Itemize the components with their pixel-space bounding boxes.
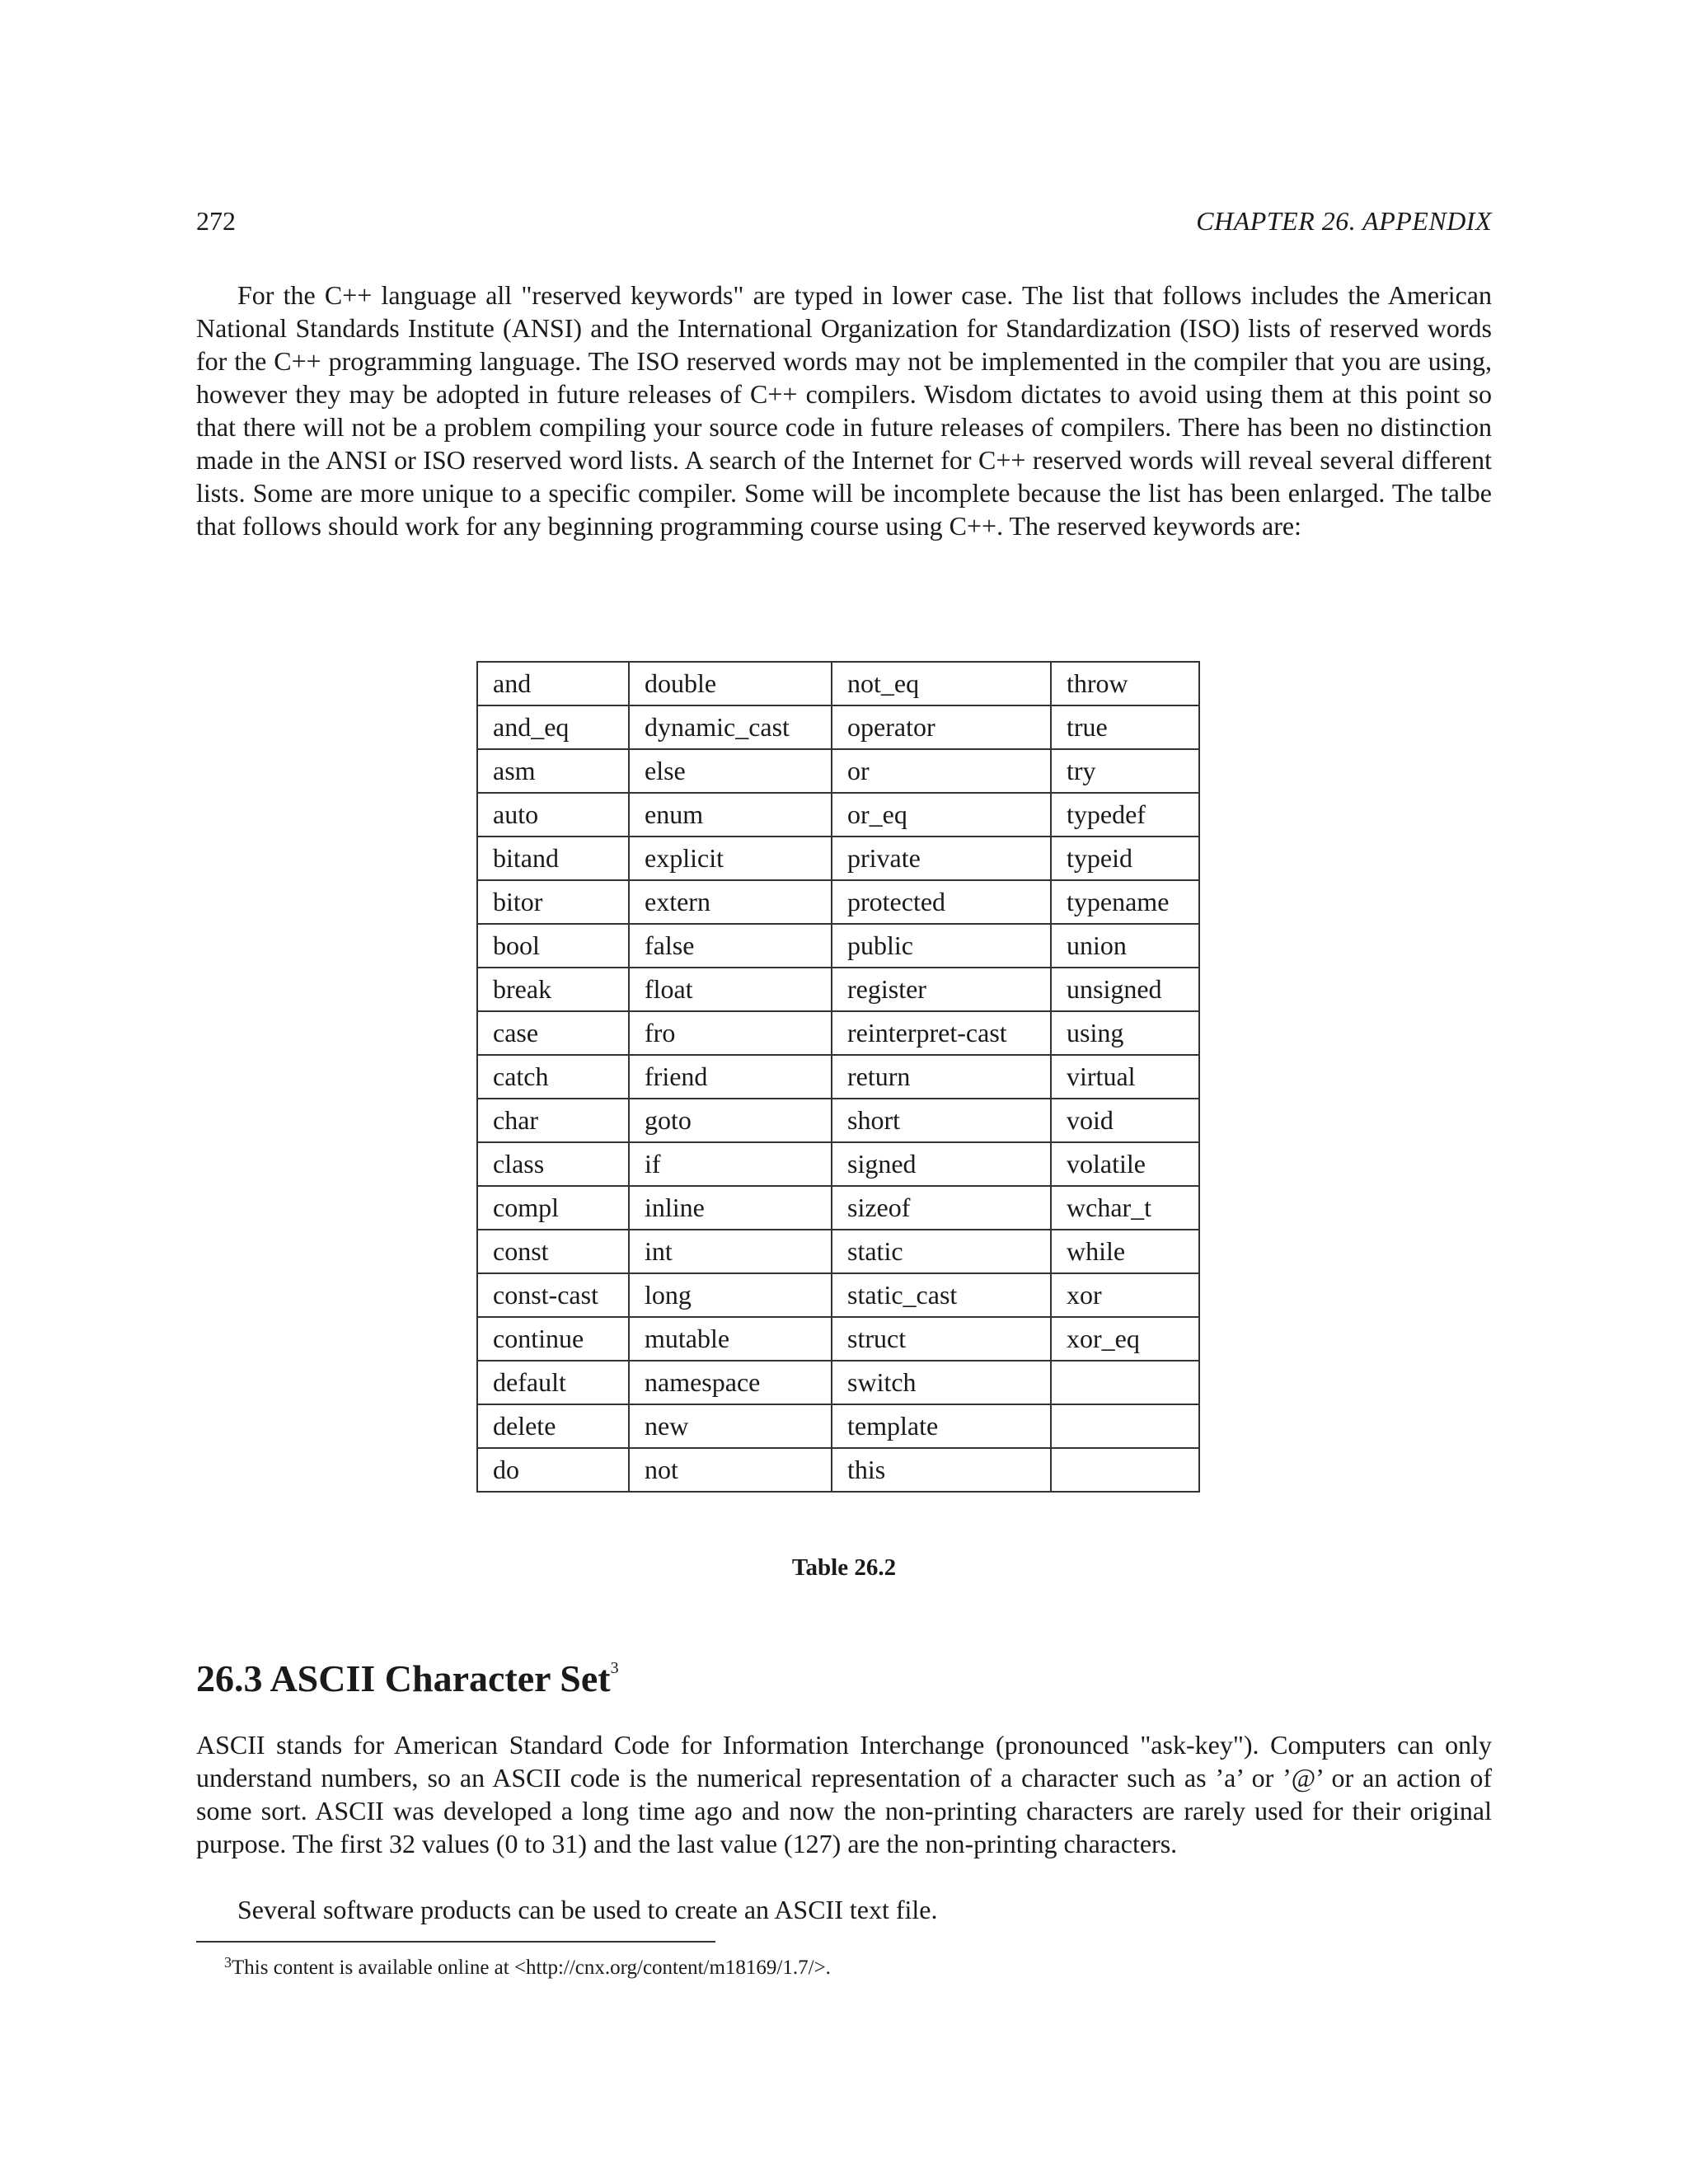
table-cell: sizeof bbox=[832, 1186, 1051, 1230]
table-row bbox=[477, 1404, 1199, 1448]
table-cell: signed bbox=[832, 1142, 1051, 1186]
table-cell: throw bbox=[1051, 662, 1199, 705]
table-cell: long bbox=[629, 1273, 832, 1317]
table-cell: fro bbox=[629, 1011, 832, 1055]
table-row bbox=[477, 968, 1199, 1011]
table-cell: char bbox=[477, 1099, 629, 1142]
table-row bbox=[477, 749, 1199, 793]
table-cell: class bbox=[477, 1142, 629, 1186]
table-cell: float bbox=[629, 968, 832, 1011]
table-cell: reinterpret-cast bbox=[832, 1011, 1051, 1055]
ascii-paragraph-2: Several software products can be used to create an ASCII text file. bbox=[237, 1895, 938, 1924]
footnote bbox=[224, 1948, 831, 1982]
table-cell: using bbox=[1051, 1011, 1199, 1055]
table-cell: private bbox=[832, 837, 1051, 880]
table-row bbox=[477, 1230, 1199, 1273]
table-cell: goto bbox=[629, 1099, 832, 1142]
table-cell: wchar_t bbox=[1051, 1186, 1199, 1230]
section-title: 26.3 ASCII Character Set bbox=[196, 1657, 611, 1699]
table-cell: static_cast bbox=[832, 1273, 1051, 1317]
table-row bbox=[477, 705, 1199, 749]
table-cell: try bbox=[1051, 749, 1199, 793]
table-row bbox=[477, 1448, 1199, 1492]
keyword-table-body bbox=[477, 662, 1199, 1492]
table-caption: Table 26.2 bbox=[791, 1554, 897, 1581]
reserved-keywords-table bbox=[476, 661, 1200, 1493]
table-cell: dynamic_cast bbox=[629, 705, 832, 749]
table-row bbox=[477, 793, 1199, 837]
table-cell: else bbox=[629, 749, 832, 793]
table-cell: default bbox=[477, 1361, 629, 1404]
table-cell: catch bbox=[477, 1055, 629, 1099]
table-cell: case bbox=[477, 1011, 629, 1055]
footnote-divider bbox=[196, 1941, 715, 1943]
table-cell: register bbox=[832, 968, 1051, 1011]
table-cell: while bbox=[1051, 1230, 1199, 1273]
table-cell: unsigned bbox=[1051, 968, 1199, 1011]
table-cell: short bbox=[832, 1099, 1051, 1142]
table-cell: inline bbox=[629, 1186, 832, 1230]
table-row bbox=[477, 1142, 1199, 1186]
table-cell: bool bbox=[477, 924, 629, 968]
table-cell: delete bbox=[477, 1404, 629, 1448]
table-cell: if bbox=[629, 1142, 832, 1186]
table-cell: continue bbox=[477, 1317, 629, 1361]
table-cell: virtual bbox=[1051, 1055, 1199, 1099]
table-cell bbox=[1051, 1448, 1199, 1492]
footnote-text[interactable]: This content is available online at <http://cnx.org/content/m18169/1.7/>. bbox=[232, 1957, 831, 1979]
table-cell: enum bbox=[629, 793, 832, 837]
table-row bbox=[477, 924, 1199, 968]
section-heading bbox=[196, 1657, 619, 1700]
table-cell: and_eq bbox=[477, 705, 629, 749]
section-footnote-marker[interactable]: 3 bbox=[610, 1659, 619, 1677]
table-cell: double bbox=[629, 662, 832, 705]
table-cell: not bbox=[629, 1448, 832, 1492]
table-cell: asm bbox=[477, 749, 629, 793]
table-cell: break bbox=[477, 968, 629, 1011]
table-cell: const bbox=[477, 1230, 629, 1273]
keyword-table-container bbox=[476, 661, 1200, 1493]
table-cell: or bbox=[832, 749, 1051, 793]
table-cell: auto bbox=[477, 793, 629, 837]
table-cell: extern bbox=[629, 880, 832, 924]
table-cell: void bbox=[1051, 1099, 1199, 1142]
table-cell: false bbox=[629, 924, 832, 968]
table-cell: compl bbox=[477, 1186, 629, 1230]
table-cell: bitand bbox=[477, 837, 629, 880]
table-cell: mutable bbox=[629, 1317, 832, 1361]
table-row bbox=[477, 880, 1199, 924]
table-cell: volatile bbox=[1051, 1142, 1199, 1186]
table-cell: explicit bbox=[629, 837, 832, 880]
table-row bbox=[477, 662, 1199, 705]
table-cell: int bbox=[629, 1230, 832, 1273]
table-cell: const-cast bbox=[477, 1273, 629, 1317]
table-cell bbox=[1051, 1404, 1199, 1448]
table-cell: typedef bbox=[1051, 793, 1199, 837]
intro-paragraph: For the C++ language all "reserved keywords" are typed in lower case. The list that follows includes the American National Standards Institute (ANSI) and the International Organization for Standardization (ISO) lists of reserved words for the C++ programming language. The ISO reserved words may not be implemented in the compiler that you are using, however they may be adopted in future releases of C++ compilers. Wisdom dictates to avoid using them at this point so that there will not be a problem compiling your source code in future releases of compilers. There has been no distinction made in the ANSI or ISO reserved word lists. A search of the Internet for C++ reserved words will reveal several different lists. Some are more unique to a specific compiler. Some will be incomplete because the list has been enlarged. The talbe that follows should work for any beginning programming course using C++. The reserved keywords are: bbox=[196, 280, 1492, 541]
table-cell: or_eq bbox=[832, 793, 1051, 837]
table-row bbox=[477, 1273, 1199, 1317]
table-cell: not_eq bbox=[832, 662, 1051, 705]
table-row bbox=[477, 837, 1199, 880]
footnote-marker: 3 bbox=[224, 1954, 232, 1971]
table-cell: and bbox=[477, 662, 629, 705]
table-cell: typename bbox=[1051, 880, 1199, 924]
table-cell: typeid bbox=[1051, 837, 1199, 880]
table-row bbox=[477, 1011, 1199, 1055]
table-cell: friend bbox=[629, 1055, 832, 1099]
table-row bbox=[477, 1361, 1199, 1404]
table-cell: template bbox=[832, 1404, 1051, 1448]
table-cell: return bbox=[832, 1055, 1051, 1099]
table-cell bbox=[1051, 1361, 1199, 1404]
table-cell: xor bbox=[1051, 1273, 1199, 1317]
table-cell: this bbox=[832, 1448, 1051, 1492]
table-cell: union bbox=[1051, 924, 1199, 968]
table-row bbox=[477, 1186, 1199, 1230]
table-cell: do bbox=[477, 1448, 629, 1492]
table-cell: namespace bbox=[629, 1361, 832, 1404]
table-cell: new bbox=[629, 1404, 832, 1448]
table-cell: bitor bbox=[477, 880, 629, 924]
table-row bbox=[477, 1099, 1199, 1142]
table-row bbox=[477, 1055, 1199, 1099]
table-cell: static bbox=[832, 1230, 1051, 1273]
table-cell: public bbox=[832, 924, 1051, 968]
running-header bbox=[196, 206, 1492, 242]
table-row bbox=[477, 1317, 1199, 1361]
chapter-title: CHAPTER 26. APPENDIX bbox=[1196, 206, 1492, 236]
page-number: 272 bbox=[196, 206, 236, 236]
table-cell: switch bbox=[832, 1361, 1051, 1404]
table-cell: operator bbox=[832, 705, 1051, 749]
table-cell: protected bbox=[832, 880, 1051, 924]
ascii-paragraph: ASCII stands for American Standard Code for Information Interchange (pronounced "ask-key"). Computers can only understand numbers, so an ASCII code is the numerical representation of a character such as ’a’ or ’@’ or an action of some sort. ASCII was developed a long time ago and now the non-printing characters are rarely used for their original purpose. The first 32 values (0 to 31) and the last value (127) are the non-printing characters. bbox=[196, 1730, 1492, 1858]
table-cell: true bbox=[1051, 705, 1199, 749]
table-cell: xor_eq bbox=[1051, 1317, 1199, 1361]
table-cell: struct bbox=[832, 1317, 1051, 1361]
